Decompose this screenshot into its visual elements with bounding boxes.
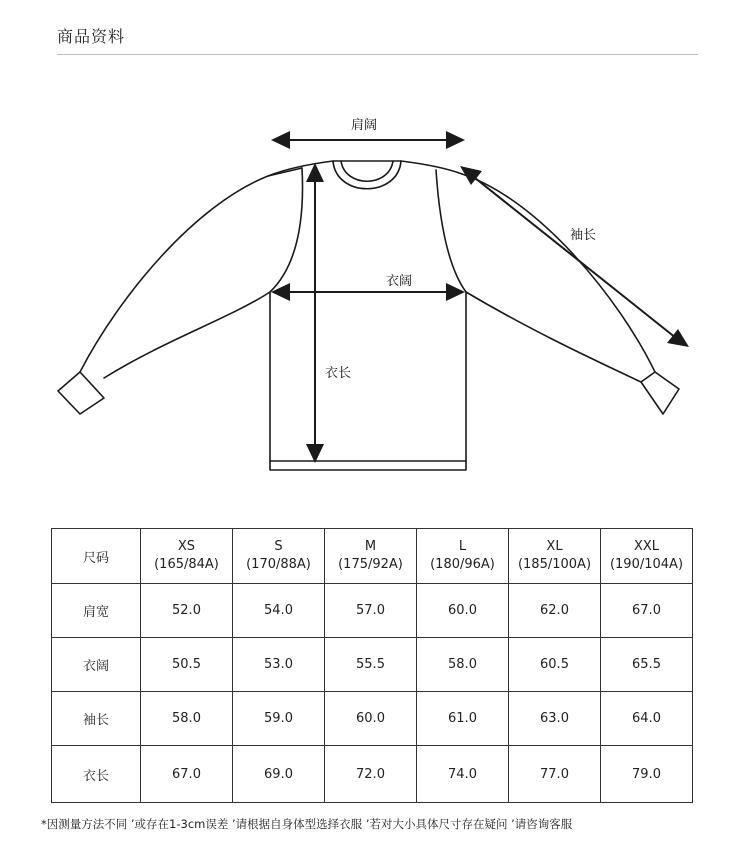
- table-cell: 50.5: [141, 638, 233, 692]
- table-row: [52, 692, 693, 746]
- table-cell: 57.0: [325, 584, 417, 638]
- size-header-cell: XS (165/84A): [141, 529, 233, 584]
- table-cell: 58.0: [141, 692, 233, 746]
- table-cell: 60.5: [509, 638, 601, 692]
- table-cell: 65.5: [601, 638, 693, 692]
- footnote-text: *因测量方法不同 ’或存在1-3cm误差 ’请根据自身体型选择衣服 ’若对大小具体尺寸存在疑问 ’请咨询客服: [41, 817, 573, 831]
- size-header-row: [52, 529, 693, 584]
- chest-width-label: 衣阔: [386, 274, 413, 289]
- table-cell: 74.0: [417, 746, 509, 803]
- row-label: 袖长: [52, 692, 141, 746]
- size-header-cell: M (175/92A): [325, 529, 417, 584]
- size-corner-label: 尺码: [52, 529, 141, 584]
- table-cell: 79.0: [601, 746, 693, 803]
- table-cell: 61.0: [417, 692, 509, 746]
- table-cell: 67.0: [601, 584, 693, 638]
- size-header-cell: S (170/88A): [233, 529, 325, 584]
- table-cell: 54.0: [233, 584, 325, 638]
- table-cell: 58.0: [417, 638, 509, 692]
- table-cell: 63.0: [509, 692, 601, 746]
- table-cell: 77.0: [509, 746, 601, 803]
- table-cell: 53.0: [233, 638, 325, 692]
- size-chart-table: [51, 528, 693, 803]
- body-length-label: 衣长: [325, 366, 352, 381]
- row-label: 肩宽: [52, 584, 141, 638]
- table-cell: 67.0: [141, 746, 233, 803]
- row-label: 衣长: [52, 746, 141, 803]
- table-cell: 55.5: [325, 638, 417, 692]
- table-cell: 69.0: [233, 746, 325, 803]
- table-cell: 59.0: [233, 692, 325, 746]
- table-row: [52, 746, 693, 803]
- table-cell: 60.0: [325, 692, 417, 746]
- row-label: 衣阔: [52, 638, 141, 692]
- size-header-cell: L (180/96A): [417, 529, 509, 584]
- sleeve-length-label: 袖长: [570, 228, 597, 243]
- shoulder-width-label: 肩阔: [351, 118, 378, 133]
- table-cell: 64.0: [601, 692, 693, 746]
- page-title: 商品资料: [57, 27, 126, 46]
- size-header-cell: XL (185/100A): [509, 529, 601, 584]
- table-row: [52, 584, 693, 638]
- table-cell: 62.0: [509, 584, 601, 638]
- size-header-cell: XXL (190/104A): [601, 529, 693, 584]
- table-row: [52, 638, 693, 692]
- table-cell: 60.0: [417, 584, 509, 638]
- table-cell: 52.0: [141, 584, 233, 638]
- table-cell: 72.0: [325, 746, 417, 803]
